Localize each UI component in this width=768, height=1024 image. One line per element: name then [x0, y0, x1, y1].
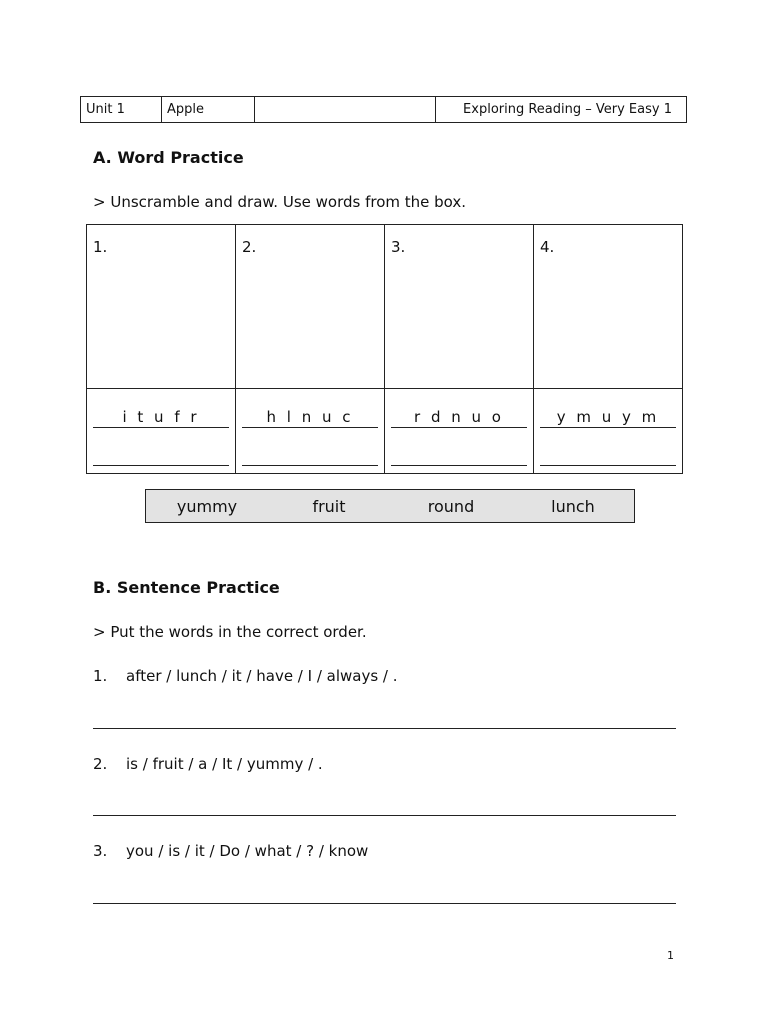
item-number: 3. — [391, 238, 406, 256]
unscramble-cell — [385, 225, 534, 473]
scrambled-word: r d n u o — [391, 408, 527, 428]
cell-divider — [236, 388, 384, 389]
item-number: 1. — [93, 238, 108, 256]
unscramble-cell — [87, 225, 236, 473]
section-b-instruction: > Put the words in the correct order. — [93, 623, 367, 641]
sentence-item — [93, 755, 323, 773]
answer-line[interactable] — [93, 465, 229, 466]
answer-line[interactable] — [242, 465, 378, 466]
sentence-words: is / fruit / a / It / yummy / . — [126, 755, 323, 773]
item-number: 2. — [242, 238, 257, 256]
sentence-number: 1. — [93, 667, 108, 685]
sentence-number: 3. — [93, 842, 108, 860]
word-box-item: lunch — [551, 496, 595, 516]
scrambled-word: y m u y m — [540, 408, 676, 428]
answer-line[interactable] — [540, 465, 676, 466]
scrambled-word: i t u f r — [93, 408, 229, 428]
sentence-item — [93, 667, 398, 685]
sentence-item — [93, 842, 368, 860]
sentence-words: you / is / it / Do / what / ? / know — [126, 842, 369, 860]
item-number: 4. — [540, 238, 555, 256]
page-number: 1 — [667, 949, 674, 962]
cell-divider — [385, 388, 533, 389]
sentence-words: after / lunch / it / have / I / always / . — [126, 667, 398, 685]
cell-divider — [87, 388, 235, 389]
blank-header-cell — [255, 97, 436, 123]
worksheet-header — [80, 96, 687, 123]
answer-line[interactable] — [391, 465, 527, 466]
section-a-instruction: > Unscramble and draw. Use words from the box. — [93, 193, 467, 211]
word-box-item: round — [427, 496, 475, 516]
cell-divider — [534, 388, 682, 389]
scrambled-word: h l n u c — [242, 408, 378, 428]
word-box-item: fruit — [312, 496, 346, 516]
word-box — [145, 489, 635, 523]
sentence-answer-line[interactable] — [93, 903, 676, 904]
sentence-answer-line[interactable] — [93, 728, 676, 729]
unit-label: Unit 1 — [81, 97, 162, 123]
sentence-answer-line[interactable] — [93, 815, 676, 816]
series-title: Exploring Reading – Very Easy 1 — [436, 97, 687, 123]
unscramble-cell — [534, 225, 682, 473]
sentence-number: 2. — [93, 755, 108, 773]
word-box-item: yummy — [176, 496, 238, 516]
unscramble-cell — [236, 225, 385, 473]
section-a-heading: A. Word Practice — [93, 148, 244, 167]
unscramble-grid — [86, 224, 683, 474]
lesson-title: Apple — [162, 97, 255, 123]
section-b-heading: B. Sentence Practice — [93, 578, 280, 597]
